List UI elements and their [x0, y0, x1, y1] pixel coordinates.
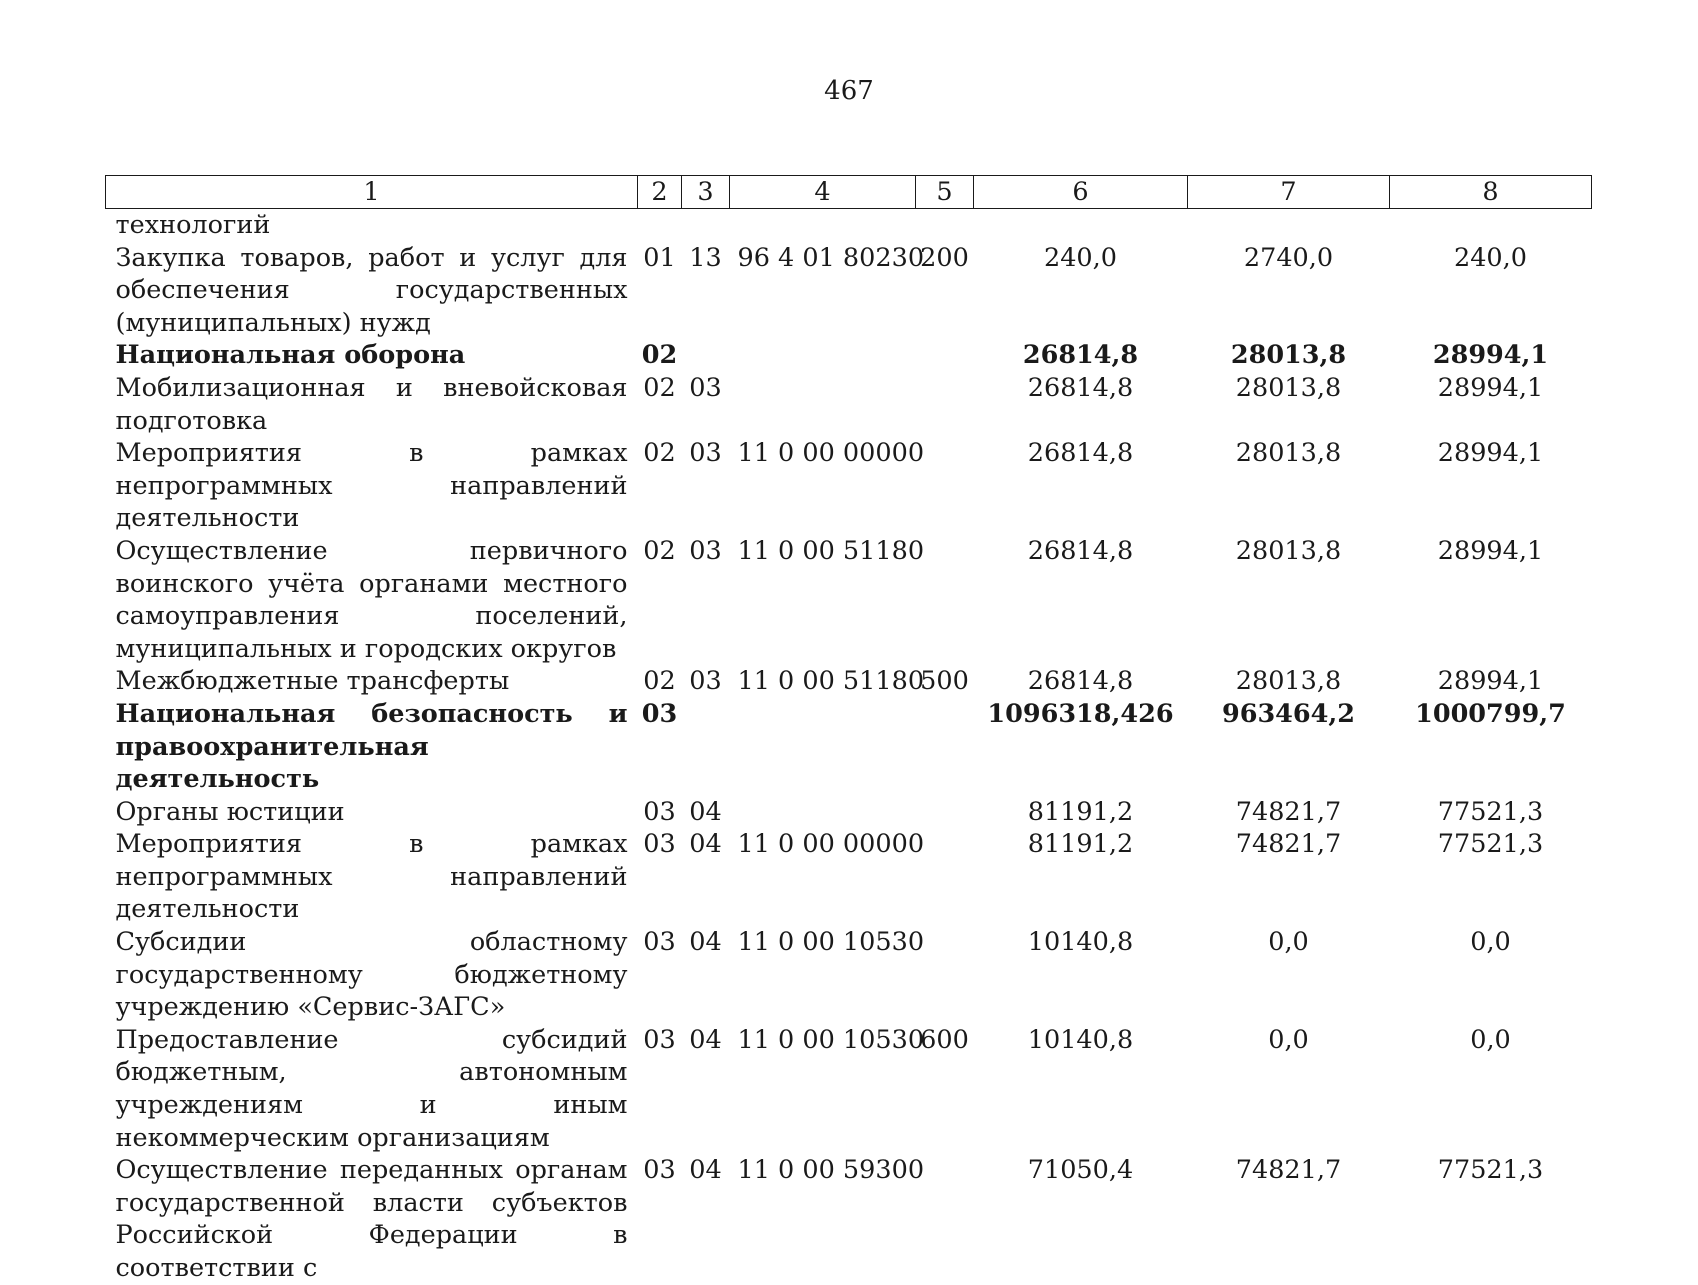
cell-name: Осуществление первичного воинского учёта органами местного самоуправления поселений, муниципальных и городских округов	[115, 535, 628, 664]
cell-subsection	[682, 339, 730, 372]
header-row	[106, 176, 1592, 209]
cell-amount-8: 28994,1	[1437, 535, 1544, 566]
cell-amount-6: 81191,2	[1027, 796, 1134, 827]
table-row	[106, 209, 1592, 242]
cell-section: 02	[643, 535, 676, 566]
cell-amount-6: 26814,8	[1027, 666, 1134, 697]
table-row	[106, 372, 1592, 437]
cell-amount-7: 28013,8	[1235, 666, 1342, 697]
cell-subsection: 03	[689, 666, 722, 697]
cell-amount-8: 0,0	[1470, 1024, 1511, 1055]
cell-section: 02	[643, 438, 676, 469]
cell-target-article: 11 0 00 00000	[737, 829, 925, 860]
cell-section: 03	[643, 1024, 676, 1055]
cell-target-article: 96 4 01 80230	[737, 242, 925, 273]
cell-amount-7: 0,0	[1268, 1024, 1309, 1055]
cell-amount-6: 71050,4	[1027, 1155, 1134, 1186]
cell-target-article	[730, 698, 916, 796]
cell-expense-type	[916, 535, 974, 665]
cell-expense-type: 600	[920, 1024, 969, 1055]
cell-amount-6: 26814,8	[1027, 535, 1134, 566]
cell-expense-type	[916, 926, 974, 1024]
cell-target-article	[730, 372, 916, 437]
cell-name: технологий	[115, 210, 271, 240]
cell-amount-6: 1096318,426	[987, 698, 1174, 729]
cell-amount-6: 10140,8	[1027, 927, 1134, 958]
cell-expense-type	[916, 209, 974, 242]
header-col-3: 3	[682, 176, 730, 209]
cell-amount-8: 0,0	[1470, 927, 1511, 958]
header-col-7: 7	[1188, 176, 1390, 209]
cell-subsection: 04	[689, 1155, 722, 1186]
cell-amount-8	[1390, 209, 1592, 242]
cell-name: Национальная безопасность и правоохранительная деятельность	[115, 698, 628, 795]
header-col-8: 8	[1390, 176, 1592, 209]
cell-amount-7: 74821,7	[1235, 1155, 1342, 1186]
cell-subsection: 13	[689, 242, 722, 273]
table-row	[106, 535, 1592, 665]
cell-name: Субсидии областному государственному бюджетному учреждению «Сервис-ЗАГС»	[115, 927, 628, 1023]
cell-amount-8: 28994,1	[1437, 438, 1544, 469]
cell-subsection	[682, 209, 730, 242]
cell-amount-6: 26814,8	[1027, 372, 1134, 403]
cell-amount-6: 240,0	[1043, 242, 1117, 273]
table-row	[106, 698, 1592, 796]
table-row	[106, 796, 1592, 829]
cell-amount-8: 77521,3	[1437, 796, 1544, 827]
cell-amount-8: 77521,3	[1437, 829, 1544, 860]
cell-section: 03	[641, 698, 678, 729]
cell-amount-7: 2740,0	[1243, 242, 1334, 273]
cell-expense-type	[916, 437, 974, 535]
cell-name: Органы юстиции	[115, 796, 345, 827]
page-number: 467	[824, 76, 874, 106]
cell-expense-type	[916, 1154, 974, 1284]
table-row	[106, 437, 1592, 535]
table-row	[106, 339, 1592, 372]
cell-section: 03	[643, 829, 676, 860]
cell-amount-6: 26814,8	[1022, 340, 1139, 371]
cell-amount-7	[1188, 209, 1390, 242]
cell-amount-8: 240,0	[1453, 242, 1527, 273]
cell-amount-7: 28013,8	[1235, 372, 1342, 403]
cell-subsection: 04	[689, 796, 722, 827]
cell-subsection: 04	[689, 927, 722, 958]
cell-section: 03	[643, 796, 676, 827]
cell-amount-7: 74821,7	[1235, 796, 1342, 827]
cell-amount-8: 28994,1	[1437, 372, 1544, 403]
table-row	[106, 242, 1592, 340]
cell-section: 02	[641, 340, 678, 371]
cell-target-article: 11 0 00 00000	[737, 438, 925, 469]
cell-target-article: 11 0 00 51180	[737, 666, 925, 697]
cell-amount-8: 1000799,7	[1415, 698, 1566, 729]
cell-name: Мобилизационная и вневойсковая подготовка	[115, 372, 628, 436]
header-col-2: 2	[638, 176, 682, 209]
cell-target-article: 11 0 00 10530	[737, 927, 925, 958]
table-row	[106, 1154, 1592, 1284]
cell-name: Мероприятия в рамках непрограммных направлений деятельности	[115, 438, 628, 534]
cell-expense-type	[916, 372, 974, 437]
cell-target-article	[730, 339, 916, 372]
cell-amount-7: 963464,2	[1221, 698, 1356, 729]
cell-subsection: 03	[689, 535, 722, 566]
cell-expense-type	[916, 339, 974, 372]
cell-section: 02	[643, 666, 676, 697]
cell-expense-type	[916, 796, 974, 829]
table-row	[106, 665, 1592, 698]
cell-section: 02	[643, 372, 676, 403]
cell-expense-type	[916, 698, 974, 796]
cell-target-article: 11 0 00 51180	[737, 535, 925, 566]
table-row	[106, 1024, 1592, 1154]
cell-subsection: 03	[689, 372, 722, 403]
cell-target-article	[730, 209, 916, 242]
cell-target-article: 11 0 00 59300	[737, 1155, 925, 1186]
header-col-4: 4	[730, 176, 916, 209]
cell-expense-type	[916, 828, 974, 926]
cell-expense-type: 200	[920, 242, 969, 273]
cell-amount-8: 28994,1	[1432, 340, 1549, 371]
cell-name: Мероприятия в рамках непрограммных направлений деятельности	[115, 829, 628, 925]
cell-amount-6: 81191,2	[1027, 829, 1134, 860]
cell-name: Закупка товаров, работ и услуг для обеспечения государственных (муниципальных) нужд	[115, 242, 628, 338]
cell-amount-7: 0,0	[1268, 927, 1309, 958]
cell-subsection: 03	[689, 438, 722, 469]
cell-target-article: 11 0 00 10530	[737, 1024, 925, 1055]
cell-name: Национальная оборона	[115, 340, 466, 371]
cell-target-article	[730, 796, 916, 829]
cell-subsection	[682, 698, 730, 796]
cell-name: Предоставление субсидий бюджетным, автономным учреждениям и иным некоммерческим организациям	[115, 1024, 628, 1153]
cell-amount-8: 28994,1	[1437, 666, 1544, 697]
table-header	[106, 176, 1592, 209]
cell-name: Осуществление переданных органам государственной власти субъектов Российской Федерации в соответствии с	[115, 1155, 628, 1283]
cell-expense-type: 500	[920, 666, 969, 697]
header-col-1: 1	[106, 176, 638, 209]
cell-name: Межбюджетные трансферты	[115, 666, 510, 697]
cell-amount-7: 74821,7	[1235, 829, 1342, 860]
header-col-5: 5	[916, 176, 974, 209]
cell-amount-7: 28013,8	[1235, 535, 1342, 566]
cell-amount-8: 77521,3	[1437, 1155, 1544, 1186]
cell-amount-7: 28013,8	[1230, 340, 1347, 371]
cell-amount-6: 26814,8	[1027, 438, 1134, 469]
header-col-6: 6	[974, 176, 1188, 209]
budget-table	[105, 175, 1592, 1285]
cell-amount-6: 10140,8	[1027, 1024, 1134, 1055]
cell-amount-7: 28013,8	[1235, 438, 1342, 469]
cell-subsection: 04	[689, 829, 722, 860]
table-row	[106, 926, 1592, 1024]
table-row	[106, 828, 1592, 926]
cell-section: 03	[643, 927, 676, 958]
cell-amount-6	[974, 209, 1188, 242]
cell-section	[638, 209, 682, 242]
cell-subsection: 04	[689, 1024, 722, 1055]
cell-section: 03	[643, 1155, 676, 1186]
table-body	[106, 209, 1592, 1285]
cell-section: 01	[643, 242, 676, 273]
